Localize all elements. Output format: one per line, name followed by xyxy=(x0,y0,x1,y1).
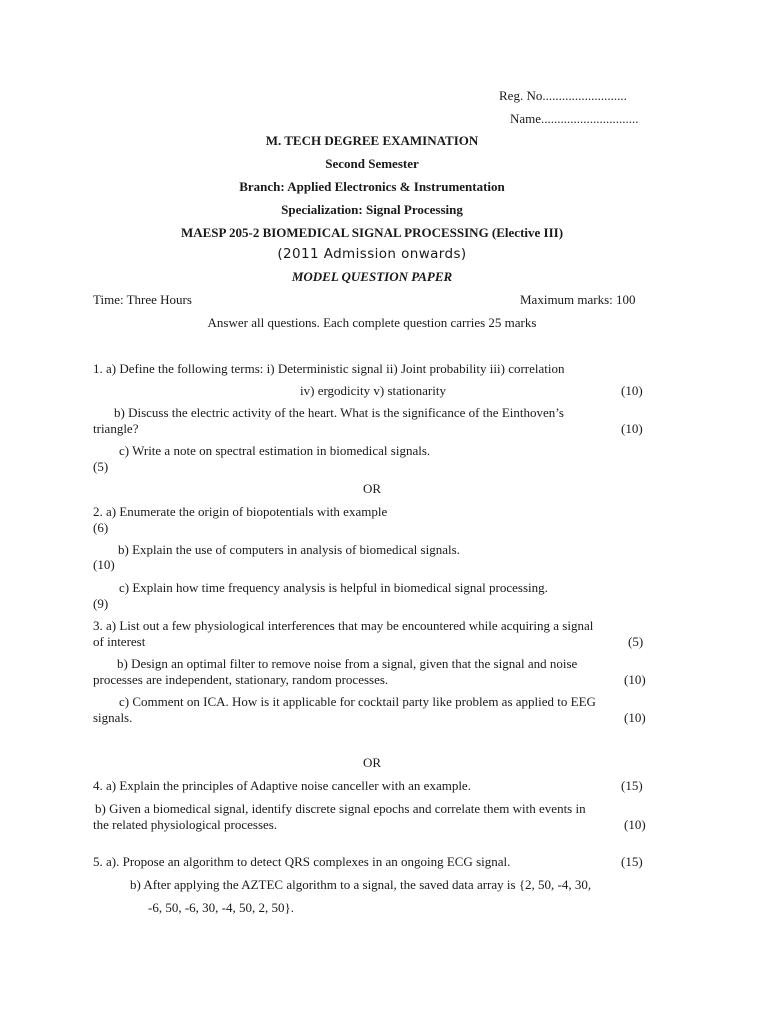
question-4b-line-1: b) Given a biomedical signal, identify discrete signal epochs and correlate them with events in xyxy=(95,801,586,816)
question-3c-line-2: signals. xyxy=(93,710,133,725)
question-3b-line-2: processes are independent, stationary, random processes. xyxy=(93,672,389,687)
exam-title: M. TECH DEGREE EXAMINATION xyxy=(265,133,479,148)
name-field: Name.............................. xyxy=(510,111,639,126)
question-4a-marks: (15) xyxy=(621,778,643,793)
question-2c-line-1: c) Explain how time frequency analysis is helpful in biomedical signal processing. xyxy=(119,580,548,595)
question-3a-line-2: of interest xyxy=(93,634,146,649)
question-2b-marks: (10) xyxy=(93,557,115,572)
question-4b-marks: (10) xyxy=(624,817,646,832)
question-3c-marks: (10) xyxy=(624,710,646,725)
question-2c-marks: (9) xyxy=(93,596,109,611)
question-3b-marks: (10) xyxy=(624,672,646,687)
semester-line: Second Semester xyxy=(325,156,419,171)
question-5b-line-2: -6, 50, -6, 30, -4, 50, 2, 50}. xyxy=(148,900,294,915)
question-1b-line-2: triangle? xyxy=(93,421,139,436)
question-3c-line-1: c) Comment on ICA. How is it applicable for cocktail party like problem as applied to EEG xyxy=(119,694,596,709)
specialization-line: Specialization: Signal Processing xyxy=(281,202,463,217)
question-1c-line-1: c) Write a note on spectral estimation in biomedical signals. xyxy=(119,443,431,458)
question-3a-line-1: 3. a) List out a few physiological interferences that may be encountered while acquiring a signal xyxy=(93,618,594,633)
question-5a-marks: (15) xyxy=(621,854,643,869)
reg-no-field: Reg. No.......................... xyxy=(499,88,627,103)
maximum-marks: Maximum marks: 100 xyxy=(520,292,636,307)
question-5b-line-1: b) After applying the AZTEC algorithm to a signal, the saved data array is {2, 50, -4, 30, xyxy=(130,877,592,892)
question-2a-marks: (6) xyxy=(93,520,109,535)
question-2b-line-1: b) Explain the use of computers in analysis of biomedical signals. xyxy=(118,542,460,557)
question-4b-line-2: the related physiological processes. xyxy=(93,817,278,832)
instructions: Answer all questions. Each complete question carries 25 marks xyxy=(207,315,537,330)
question-5a-line-1: 5. a). Propose an algorithm to detect QRS complexes in an ongoing ECG signal. xyxy=(93,854,511,869)
question-1a-line-1: 1. a) Define the following terms: i) Deterministic signal ii) Joint probability iii) correlation xyxy=(93,361,565,376)
question-1a-marks: (10) xyxy=(621,383,643,398)
question-1b-marks: (10) xyxy=(621,421,643,436)
admission-line: (2011 Admission onwards) xyxy=(277,246,467,262)
course-title: MAESP 205-2 BIOMEDICAL SIGNAL PROCESSING (Elective III) xyxy=(180,225,564,240)
or-separator-2: OR xyxy=(362,755,382,770)
question-1a-line-2: iv) ergodicity v) stationarity xyxy=(300,383,446,398)
question-3a-marks: (5) xyxy=(628,634,644,649)
paper-type: MODEL QUESTION PAPER xyxy=(291,269,453,284)
question-4a-line-1: 4. a) Explain the principles of Adaptive noise canceller with an example. xyxy=(93,778,471,793)
question-2a-line-1: 2. a) Enumerate the origin of biopotentials with example xyxy=(93,504,388,519)
branch-line: Branch: Applied Electronics & Instrumentation xyxy=(239,179,505,194)
question-1b-line-1: b) Discuss the electric activity of the heart. What is the significance of the Einthoven’s xyxy=(114,405,564,420)
question-3b-line-1: b) Design an optimal filter to remove noise from a signal, given that the signal and noise xyxy=(117,656,578,671)
time-allowed: Time: Three Hours xyxy=(93,292,192,307)
question-1c-marks: (5) xyxy=(93,459,109,474)
or-separator-1: OR xyxy=(362,481,382,496)
